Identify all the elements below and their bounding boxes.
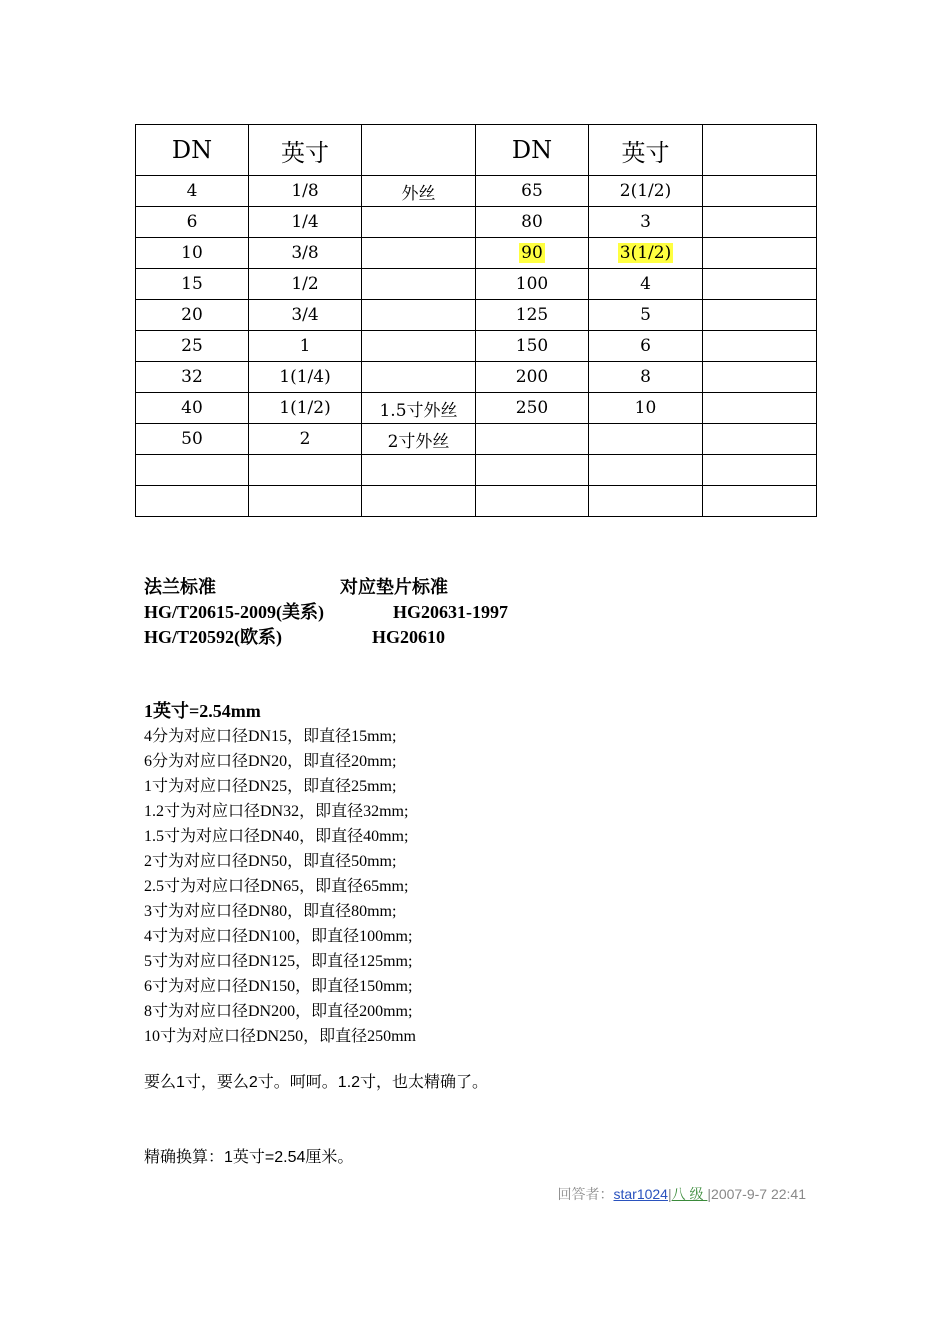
table-cell: 125	[476, 300, 589, 331]
table-cell	[362, 300, 476, 331]
table-row	[136, 362, 817, 393]
conversion-line: 8寸为对应口径DN200，即直径200mm;	[144, 1003, 413, 1020]
table-cell: 5	[589, 300, 703, 331]
table-cell	[703, 300, 817, 331]
table-cell-highlighted	[476, 238, 589, 269]
table-cell: 150	[476, 331, 589, 362]
table-cell	[362, 486, 476, 517]
table-cell: 1(1/4)	[249, 362, 362, 393]
table-cell: 4	[136, 176, 249, 207]
exact-conversion-note: 精确换算：1英寸=2.54厘米。	[144, 1149, 354, 1166]
table-cell: 1/8	[249, 176, 362, 207]
table-cell: 4	[589, 269, 703, 300]
table-cell	[136, 486, 249, 517]
table-cell	[589, 424, 703, 455]
table-row	[136, 300, 817, 331]
level-link[interactable]: 八 级	[671, 1186, 708, 1202]
header-empty	[703, 125, 817, 176]
table-cell-highlighted	[589, 238, 703, 269]
table-row	[136, 424, 817, 455]
answer-datetime: 2007-9-7 22:41	[711, 1186, 806, 1202]
table-cell	[476, 424, 589, 455]
table-cell: 3/8	[249, 238, 362, 269]
flange-standard: HG/T20615-2009(美系)	[144, 602, 324, 622]
gasket-standard-heading: 对应垫片标准	[340, 577, 448, 597]
conversion-title: 1英寸=2.54mm	[144, 701, 261, 721]
answer-meta	[557, 1184, 806, 1204]
table-cell: 50	[136, 424, 249, 455]
header-empty	[362, 125, 476, 176]
table-cell	[703, 269, 817, 300]
table-row	[136, 269, 817, 300]
table-cell: 65	[476, 176, 589, 207]
table-cell	[703, 486, 817, 517]
table-row	[136, 207, 817, 238]
conversion-line: 2寸为对应口径DN50，即直径50mm;	[144, 853, 397, 870]
table-cell	[362, 331, 476, 362]
separator: |	[667, 1186, 672, 1202]
table-cell	[703, 207, 817, 238]
table-cell: 8	[589, 362, 703, 393]
table-cell	[136, 455, 249, 486]
table-cell	[362, 455, 476, 486]
table-cell: 100	[476, 269, 589, 300]
table-row	[136, 486, 817, 517]
table-cell: 3	[589, 207, 703, 238]
conversion-line: 6分为对应口径DN20，即直径20mm;	[144, 753, 397, 770]
table-cell: 2寸外丝	[362, 424, 476, 455]
table-cell: 外丝	[362, 176, 476, 207]
table-cell: 80	[476, 207, 589, 238]
table-cell: 20	[136, 300, 249, 331]
table-cell	[476, 455, 589, 486]
table-cell: 3/4	[249, 300, 362, 331]
highlighted-text: 3(1/2)	[619, 243, 672, 263]
table-cell: 1/4	[249, 207, 362, 238]
table-cell: 200	[476, 362, 589, 393]
table-cell: 2(1/2)	[589, 176, 703, 207]
table-cell: 10	[589, 393, 703, 424]
header-inch: 英寸	[249, 125, 362, 176]
flange-standard: HG/T20592(欧系)	[144, 627, 282, 647]
header-inch: 英寸	[589, 125, 703, 176]
table-cell	[249, 486, 362, 517]
table-cell: 6	[136, 207, 249, 238]
table-row	[136, 455, 817, 486]
table-cell	[362, 269, 476, 300]
conversion-line: 3寸为对应口径DN80，即直径80mm;	[144, 903, 397, 920]
conversion-section	[144, 700, 416, 1049]
table-cell: 6	[589, 331, 703, 362]
table-cell: 250	[476, 393, 589, 424]
answerer-link[interactable]: star1024	[613, 1186, 668, 1202]
table-cell: 1/2	[249, 269, 362, 300]
table-cell	[703, 176, 817, 207]
table-cell: 40	[136, 393, 249, 424]
conversion-line: 1寸为对应口径DN25，即直径25mm;	[144, 778, 397, 795]
table-row	[136, 393, 817, 424]
header-dn: DN	[136, 125, 249, 176]
gasket-standard: HG20631-1997	[393, 602, 508, 622]
table-cell: 25	[136, 331, 249, 362]
table-cell	[589, 486, 703, 517]
table-cell	[703, 393, 817, 424]
table-row	[136, 176, 817, 207]
conversion-line: 1.2寸为对应口径DN32，即直径32mm;	[144, 803, 409, 820]
table-row	[136, 331, 817, 362]
dn-inch-table	[135, 124, 817, 517]
table-row	[136, 238, 817, 269]
table-cell	[476, 486, 589, 517]
conversion-line: 4寸为对应口径DN100，即直径100mm;	[144, 928, 413, 945]
conversion-line: 5寸为对应口径DN125，即直径125mm;	[144, 953, 413, 970]
conversion-line: 10寸为对应口径DN250，即直径250mm	[144, 1028, 417, 1045]
table-cell	[703, 424, 817, 455]
conversion-line: 2.5寸为对应口径DN65，即直径65mm;	[144, 878, 409, 895]
conversion-line: 1.5寸为对应口径DN40，即直径40mm;	[144, 828, 409, 845]
flange-standard-heading: 法兰标准	[144, 577, 216, 597]
comment-note: 要么1寸，要么2寸。呵呵。1.2寸，也太精确了。	[144, 1074, 489, 1091]
table-cell: 32	[136, 362, 249, 393]
table-cell	[362, 362, 476, 393]
conversion-line: 4分为对应口径DN15，即直径15mm;	[144, 728, 397, 745]
table-cell	[703, 238, 817, 269]
conversion-line: 6寸为对应口径DN150，即直径150mm;	[144, 978, 413, 995]
highlighted-text: 90	[521, 243, 543, 263]
separator: |	[707, 1186, 712, 1202]
answerer-label: 回答者：	[557, 1186, 614, 1202]
table-cell: 1.5寸外丝	[362, 393, 476, 424]
table-header-row	[136, 125, 817, 176]
table-cell	[362, 207, 476, 238]
table-cell: 1(1/2)	[249, 393, 362, 424]
table-cell: 15	[136, 269, 249, 300]
table-cell: 10	[136, 238, 249, 269]
table-cell: 1	[249, 331, 362, 362]
header-dn: DN	[476, 125, 589, 176]
table-cell	[249, 455, 362, 486]
table-cell	[703, 331, 817, 362]
table-cell: 2	[249, 424, 362, 455]
table-cell	[703, 362, 817, 393]
table-cell	[703, 455, 817, 486]
table-cell	[362, 238, 476, 269]
table-cell	[589, 455, 703, 486]
gasket-standard: HG20610	[372, 627, 446, 647]
